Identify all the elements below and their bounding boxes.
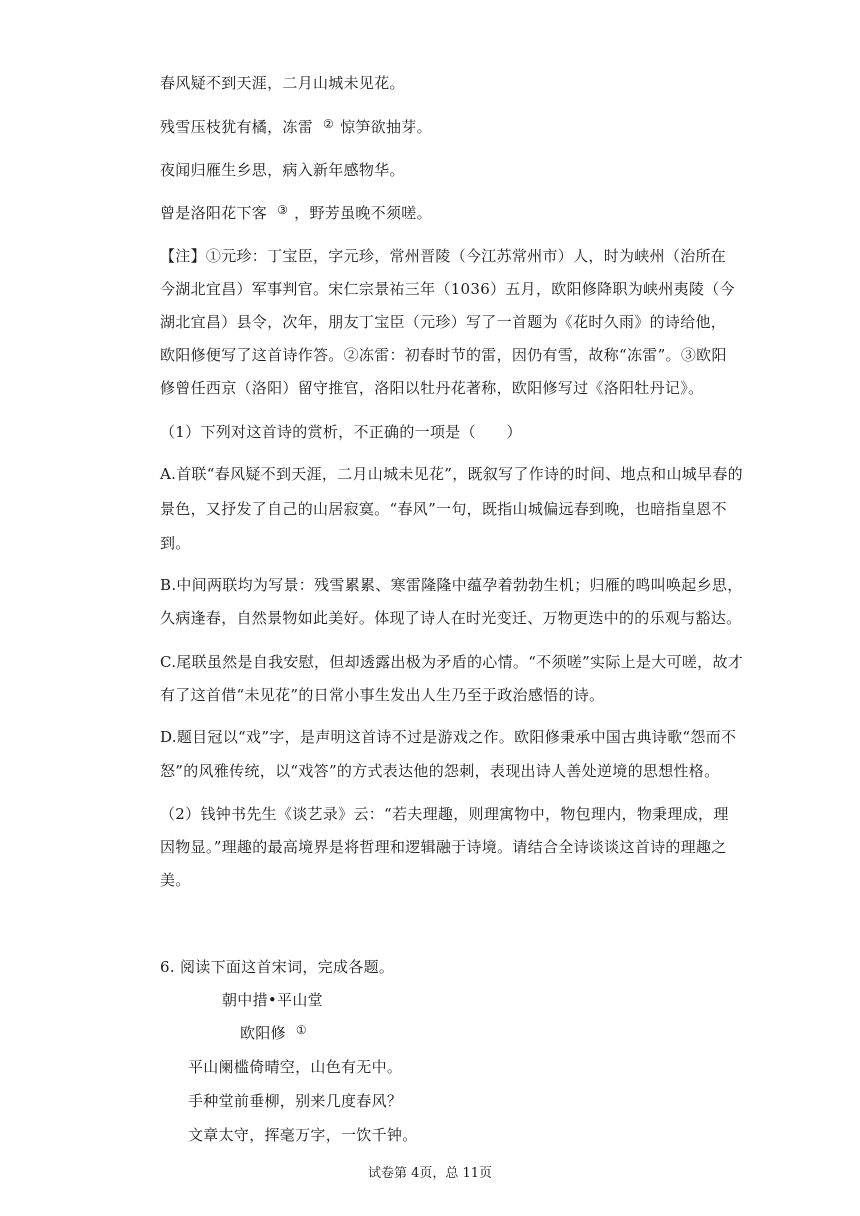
note-line-3: 湖北宜昌）县令，次年，朋友丁宝臣（元珍）写了一首题为《花时久雨》的诗给他， bbox=[160, 313, 727, 331]
question-2-line-1: （2）钱钟书先生《谈艺录》云：“若夫理趣，则理寓物中，物包理内，物秉理成，理 bbox=[160, 805, 729, 823]
poem-line-2-part2: 惊笋欲抽芽。 bbox=[340, 118, 432, 136]
ci-author-name: 欧阳修 bbox=[240, 1024, 286, 1042]
poem-line-2-part1: 残雪压枝犹有橘，冻雷 bbox=[160, 118, 314, 136]
option-b-line-1: B.中间两联均为写景：残雪累累、寒雷隆隆中蕴孕着勃勃生机；归雁的鸣叫唤起乡思， bbox=[160, 576, 743, 594]
question-1-stem: （1）下列对这首诗的赏析，不正确的一项是（ ） bbox=[160, 423, 522, 441]
ci-line-3: 文章太守，挥毫万字，一饮千钟。 bbox=[188, 1126, 418, 1144]
ci-author bbox=[240, 1022, 313, 1043]
question-2-line-2: 因物显。”理趣的最高境界是将哲理和逻辑融于诗境。请结合全诗谈谈这首诗的理趣之 bbox=[160, 838, 727, 856]
poem-line-3: 夜闻归雁生乡思，病入新年感物华。 bbox=[160, 161, 405, 179]
ci-line-2: 手种堂前垂柳，别来几度春风？ bbox=[188, 1092, 403, 1110]
question-2-line-3: 美。 bbox=[160, 871, 191, 889]
footnote-marker-2: ② bbox=[323, 117, 335, 131]
option-a-line-3: 到。 bbox=[160, 534, 191, 552]
question-6-stem: 6. 阅读下面这首宋词，完成各题。 bbox=[160, 958, 395, 976]
poem-line-4-part2: ，野芳虽晚不须嗟。 bbox=[294, 204, 432, 222]
option-c-line-2: 有了这首借“未见花”的日常小事生发出人生乃至于政治感悟的诗。 bbox=[160, 686, 605, 704]
note-line-1: 【注】①元珍：丁宝臣，字元珍，常州晋陵（今江苏常州市）人，时为峡州（治所在 bbox=[160, 247, 727, 265]
note-line-4: 欧阳修便写了这首诗作答。②冻雷：初春时节的雷，因仍有雪，故称“冻雷”。③欧阳 bbox=[160, 346, 727, 364]
option-d-line-1: D.题目冠以“戏”字，是声明这首诗不过是游戏之作。欧阳修秉承中国古典诗歌“怨而不 bbox=[160, 728, 737, 746]
option-c-line-1: C.尾联虽然是自我安慰，但却透露出极为矛盾的心情。“不须嗟”实际上是大可嗟，故才 bbox=[160, 653, 744, 671]
footnote-marker-1: ① bbox=[295, 1023, 307, 1037]
option-d-line-2: 怒”的风雅传统，以“戏答”的方式表达他的怨刺，表现出诗人善处逆境的思想性格。 bbox=[160, 762, 720, 780]
poem-line-2 bbox=[160, 116, 432, 137]
option-b-line-2: 久病逢春，自然景物如此美好。体现了诗人在时光变迁、万物更迭中的的乐观与豁达。 bbox=[160, 609, 742, 627]
ci-title: 朝中措•平山堂 bbox=[222, 991, 323, 1009]
option-a-line-1: A.首联“春风疑不到天涯，二月山城未见花”，既叙写了作诗的时间、地点和山城早春的 bbox=[160, 465, 743, 483]
page-footer: 试卷第 4页，总 11页 bbox=[367, 1166, 493, 1181]
poem-line-1: 春风疑不到天涯，二月山城未见花。 bbox=[160, 74, 405, 92]
poem-line-4-part1: 曾是洛阳花下客 bbox=[160, 204, 268, 222]
note-line-2: 今湖北宜昌）军事判官。宋仁宗景祐三年（1036）五月，欧阳修降职为峡州夷陵（今 bbox=[160, 280, 735, 298]
footnote-marker-3: ③ bbox=[277, 203, 289, 217]
poem-line-4 bbox=[160, 202, 432, 223]
note-line-5: 修曾任西京（洛阳）留守推官，洛阳以牡丹花著称，欧阳修写过《洛阳牡丹记》。 bbox=[160, 379, 704, 397]
ci-line-1: 平山阑槛倚晴空，山色有无中。 bbox=[188, 1058, 403, 1076]
option-a-line-2: 景色，又抒发了自己的山居寂寞。“春风”一句，既指山城偏远春到晚，也暗指皇恩不 bbox=[160, 500, 727, 518]
